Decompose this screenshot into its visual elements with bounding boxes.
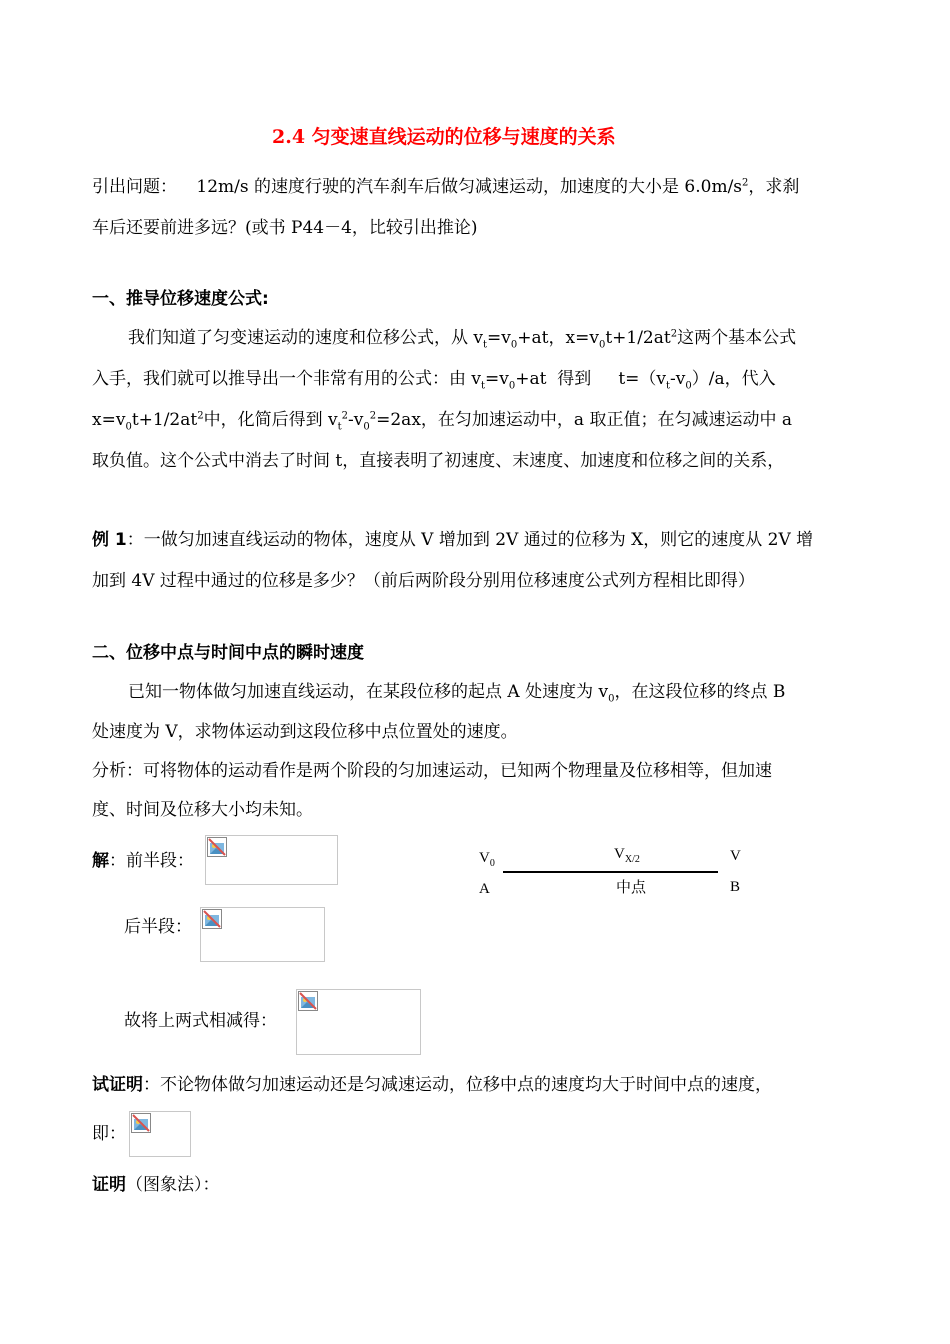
subscript: 0 [598, 339, 606, 351]
formula-image-first-half [205, 835, 338, 885]
subscript: t [337, 421, 342, 433]
text: 已知一物体做匀加速直线运动，在某段位移的起点 A 处速度为 v [128, 682, 609, 702]
proof-line [92, 1075, 772, 1095]
intro-label: 引出问题： [92, 177, 177, 197]
superscript: 2 [197, 410, 204, 422]
text: 我们知道了匀变速运动的速度和位移公式，从 v [128, 328, 484, 348]
superscript: 2 [670, 328, 678, 340]
diagram-v-label: V [730, 848, 741, 864]
text: 这两个基本公式 [677, 328, 797, 348]
solution-label: 解 [92, 851, 109, 871]
text: -v [670, 369, 686, 389]
section-1-line-3 [92, 410, 792, 433]
broken-image-icon [202, 909, 222, 929]
example-1-line-1 [92, 530, 813, 550]
text: =v [487, 328, 511, 348]
section-1-line-1 [128, 328, 797, 351]
section-1-heading: 一、推导位移速度公式: [92, 289, 269, 309]
subscript: t [481, 380, 486, 392]
section-2-line-2: 处速度为 V，求物体运动到这段位移中点位置处的速度。 [92, 722, 518, 742]
text: t+1/2at [131, 410, 198, 430]
proof-method-label: 证明 [92, 1175, 126, 1195]
proof-ji: 即： [92, 1124, 126, 1144]
example-text: ：一做匀加速直线运动的物体，速度从 V 增加到 2V 通过的位移为 X，则它的速度从 2V 增 [126, 530, 814, 550]
broken-image-icon [298, 991, 318, 1011]
proof-label: 试证明 [92, 1075, 143, 1095]
proof-method-line [92, 1175, 220, 1195]
text: x=v [92, 410, 126, 430]
text: （图象法）： [126, 1175, 220, 1195]
text: +at 得到 t=（v [515, 369, 666, 389]
text: t+1/2at [605, 328, 671, 348]
subscript: t [666, 380, 671, 392]
subscript: X/2 [624, 854, 640, 865]
text: +at，x=v [517, 328, 599, 348]
diagram-segment-line [503, 871, 718, 873]
diagram-a-label: A [479, 881, 490, 897]
text: =2ax，在匀加速运动中，a 取正值；在匀减速运动中 a [376, 410, 792, 430]
superscript: 2 [341, 410, 349, 422]
text: V [614, 846, 625, 862]
page-title: 2.4 匀变速直线运动的位移与速度的关系 [272, 126, 616, 148]
subscript: t [483, 339, 488, 351]
text: ：前半段： [109, 851, 194, 871]
subscript: 0 [685, 380, 692, 392]
diagram-vmid-label [614, 846, 640, 863]
section-2-heading: 二、位移中点与时间中点的瞬时速度 [92, 643, 364, 663]
text: =v [485, 369, 509, 389]
solution-second-half: 后半段： [124, 917, 192, 937]
diagram-v0-label [479, 850, 495, 867]
intro-line-2: 车后还要前进多远？(或书 P44－4，比较引出推论) [92, 218, 478, 238]
section-1-line-4: 取负值。这个公式中消去了时间 t，直接表明了初速度、末速度、加速度和位移之间的关系， [92, 451, 785, 471]
superscript: 2 [742, 177, 749, 189]
analysis-line-1: 分析：可将物体的运动看作是两个阶段的匀加速运动，已知两个物理量及位移相等，但加速 [92, 761, 772, 781]
text: V [479, 850, 490, 866]
formula-image-subtract [296, 989, 421, 1055]
section-1-line-2 [92, 369, 776, 392]
subscript: 0 [510, 339, 518, 351]
formula-image-inequality [129, 1111, 191, 1157]
text: 入手，我们就可以推导出一个非常有用的公式：由 v [92, 369, 482, 389]
broken-image-icon [207, 837, 227, 857]
formula-image-second-half [200, 907, 325, 962]
diagram-midpoint-label: 中点 [616, 880, 647, 896]
solution-first-half [92, 851, 194, 871]
example-label: 例 1 [92, 530, 127, 550]
text: -v [348, 410, 364, 430]
subscript: 0 [489, 858, 495, 869]
example-1-line-2: 加到 4V 过程中通过的位移是多少？（前后两阶段分别用位移速度公式列方程相比即得） [92, 571, 755, 591]
intro-text: 12m/s 的速度行驶的汽车刹车后做匀减速运动，加速度的大小是 6.0m/s [196, 177, 743, 197]
diagram-b-label: B [730, 879, 741, 895]
subscript: 0 [363, 421, 370, 433]
analysis-line-2: 度、时间及位移大小均未知。 [92, 800, 313, 820]
solution-subtract: 故将上两式相减得： [124, 1011, 277, 1031]
intro-line-1 [92, 177, 799, 197]
subscript: 0 [125, 421, 132, 433]
intro-text-end: ，求刹 [748, 177, 800, 197]
subscript: 0 [608, 693, 615, 705]
text: ，在这段位移的终点 B [614, 682, 786, 702]
text: ）/a，代入 [691, 369, 776, 389]
text: 中，化简后得到 v [203, 410, 338, 430]
superscript: 2 [369, 410, 377, 422]
broken-image-icon [131, 1113, 151, 1133]
text: ：不论物体做匀加速运动还是匀减速运动，位移中点的速度均大于时间中点的速度， [143, 1075, 772, 1095]
section-2-line-1 [128, 682, 786, 705]
subscript: 0 [508, 380, 516, 392]
